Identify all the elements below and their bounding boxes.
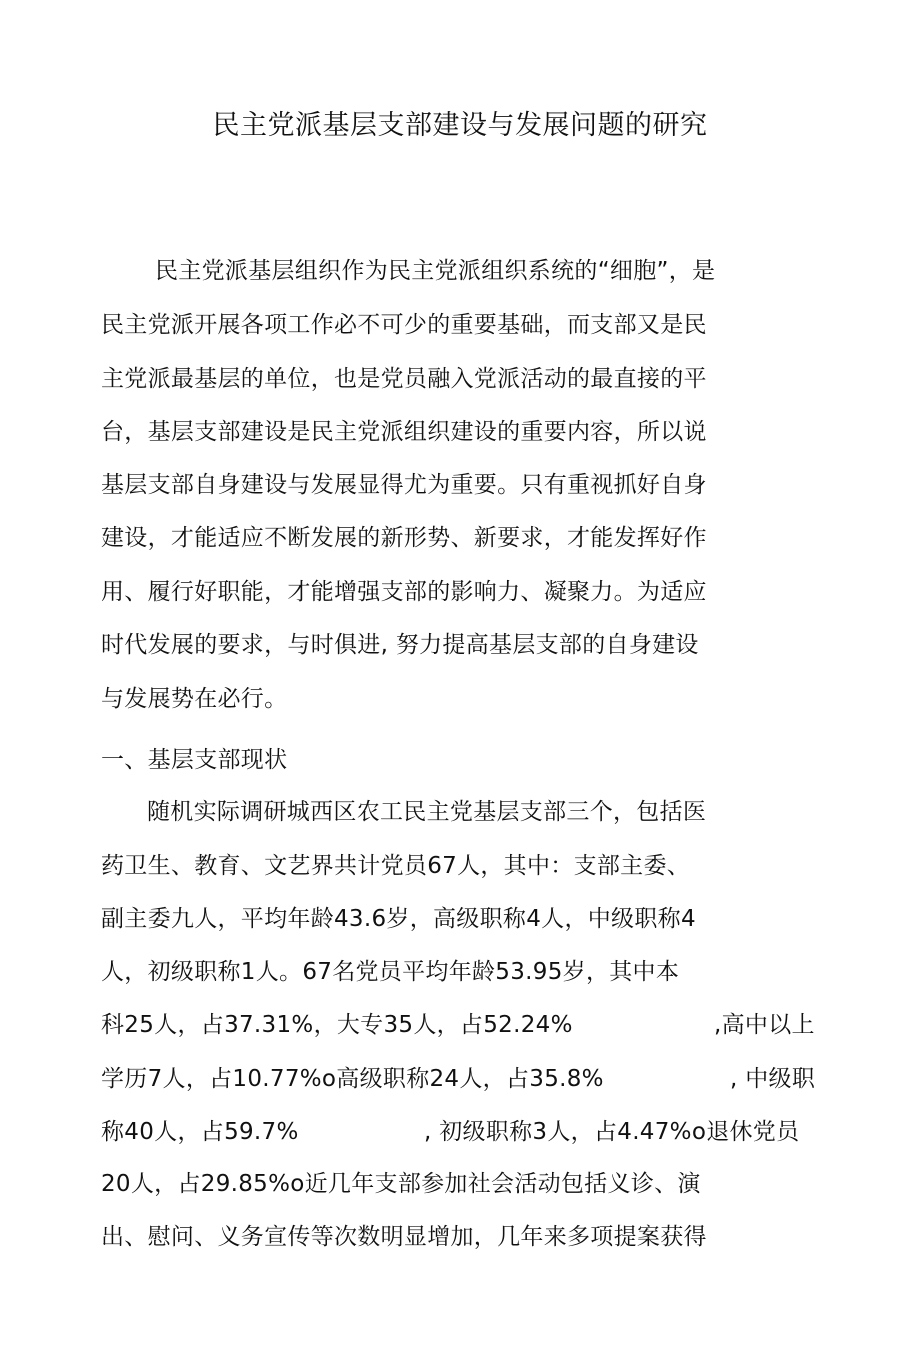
tail-line-1: 20人，占29.85%o近几年支部参加社会活动包括义诊、演 — [101, 1171, 701, 1197]
split-line-3-right: , 初级职称3人，占4.47%o退休党员 — [424, 1119, 800, 1145]
intro-line-2: 民主党派开展各项工作必不可少的重要基础，而支部又是民 — [101, 312, 707, 338]
intro-line-4: 台，基层支部建设是民主党派组织建设的重要内容，所以说 — [101, 419, 707, 445]
section-heading: 一、基层支部现状 — [101, 747, 288, 773]
split-line-1-left: 科25人，占37.31%，大专35人，占52.24% — [101, 1012, 573, 1038]
tail-line-2: 出、慰问、义务宣传等次数明显增加，几年来多项提案获得 — [101, 1224, 707, 1250]
section1-line-2: 药卫生、教育、文艺界共计党员67人，其中：支部主委、 — [101, 853, 691, 879]
section1-line-3: 副主委九人，平均年龄43.6岁，高级职称4人，中级职称4 — [101, 906, 696, 932]
intro-line-3: 主党派最基层的单位，也是党员融入党派活动的最直接的平 — [101, 366, 707, 392]
intro-line-5: 基层支部自身建设与发展显得尤为重要。只有重视抓好自身 — [101, 472, 707, 498]
intro-line-8: 时代发展的要求，与时俱进, 努力提高基层支部的自身建设 — [101, 632, 699, 658]
section1-line-1: 随机实际调研城西区农工民主党基层支部三个，包括医 — [147, 799, 707, 825]
intro-line-9: 与发展势在必行。 — [101, 686, 288, 712]
split-line-3-left: 称40人，占59.7% — [101, 1119, 299, 1145]
intro-line-7: 用、履行好职能，才能增强支部的影响力、凝聚力。为适应 — [101, 579, 707, 605]
split-line-1-right: ,高中以上 — [714, 1012, 815, 1038]
section1-line-4: 人，初级职称1人。67名党员平均年龄53.95岁，其中本 — [101, 959, 680, 985]
split-line-2-right: , 中级职 — [730, 1066, 816, 1092]
split-line-2-left: 学历7人，占10.77%o高级职称24人，占35.8% — [101, 1066, 604, 1092]
intro-line-1: 民主党派基层组织作为民主党派组织系统的“细胞”，是 — [155, 258, 716, 284]
document-title: 民主党派基层支部建设与发展问题的研究 — [212, 110, 708, 141]
intro-line-6: 建设，才能适应不断发展的新形势、新要求，才能发挥好作 — [101, 525, 707, 551]
